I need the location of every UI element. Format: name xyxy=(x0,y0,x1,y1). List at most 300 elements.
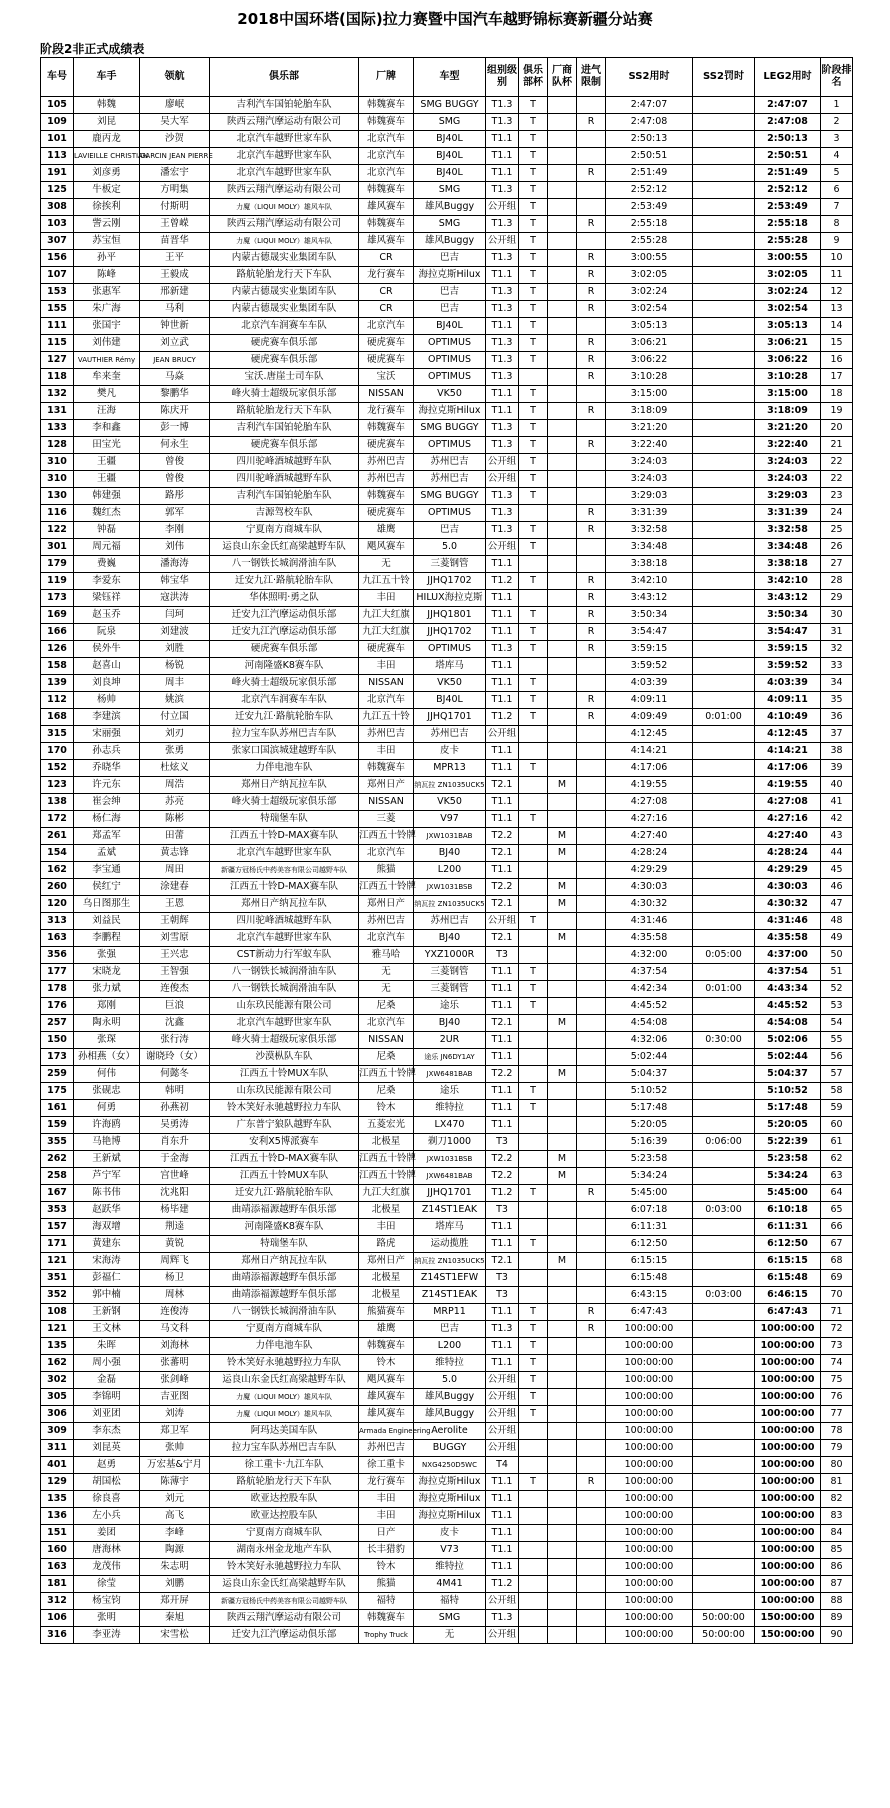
cell-driver: 龙茂伟 xyxy=(74,1559,140,1576)
cell-team-cup xyxy=(548,811,577,828)
cell-club: 特瑞堡车队 xyxy=(210,1236,359,1253)
cell-club-cup xyxy=(519,862,548,879)
cell-leg2-time: 6:10:18 xyxy=(755,1202,821,1219)
cell-club: 内蒙古德晟实业集团车队 xyxy=(210,250,359,267)
page-title: 2018中国环塔(国际)拉力赛暨中国汽车越野锦标赛新疆分站赛 xyxy=(237,10,653,28)
cell-ss2-time: 3:15:00 xyxy=(606,386,693,403)
cell-club: 郑州日产纳瓦拉车队 xyxy=(210,1253,359,1270)
cell-model: 纳瓦拉 ZN1035UCK5 xyxy=(414,777,486,794)
cell-make: 无 xyxy=(359,556,414,573)
cell-car-number: 131 xyxy=(41,403,74,420)
column-header: 阶段排名 xyxy=(821,58,853,97)
cell-team-cup xyxy=(548,624,577,641)
table-row xyxy=(41,1338,853,1355)
cell-leg2-time: 4:29:29 xyxy=(755,862,821,879)
cell-club-cup: T xyxy=(519,913,548,930)
cell-stage-rank: 45 xyxy=(821,862,853,879)
cell-ss2-penalty xyxy=(693,335,755,352)
cell-ss2-penalty xyxy=(693,114,755,131)
cell-club: 四川驼峰酒城越野车队 xyxy=(210,913,359,930)
cell-co-driver: 姚滨 xyxy=(140,692,210,709)
cell-car-number: 155 xyxy=(41,301,74,318)
table-row xyxy=(41,420,853,437)
cell-car-number: 138 xyxy=(41,794,74,811)
cell-intake-limit xyxy=(577,947,606,964)
cell-team-cup xyxy=(548,148,577,165)
cell-club: 硬虎赛车俱乐部 xyxy=(210,335,359,352)
cell-class: T1.3 xyxy=(486,522,519,539)
cell-club-cup xyxy=(519,1049,548,1066)
cell-co-driver: 杜炫义 xyxy=(140,760,210,777)
cell-leg2-time: 100:00:00 xyxy=(755,1355,821,1372)
cell-driver: 牟来奎 xyxy=(74,369,140,386)
cell-make: 无 xyxy=(359,981,414,998)
cell-make: 龙行赛车 xyxy=(359,1474,414,1491)
cell-model: L200 xyxy=(414,1338,486,1355)
cell-intake-limit: R xyxy=(577,505,606,522)
table-row xyxy=(41,165,853,182)
cell-club: 宁夏南方商城车队 xyxy=(210,1525,359,1542)
table-row xyxy=(41,1576,853,1593)
cell-make: 硬虎赛车 xyxy=(359,641,414,658)
cell-car-number: 150 xyxy=(41,1032,74,1049)
cell-ss2-time: 100:00:00 xyxy=(606,1542,693,1559)
cell-club: 欧亚达控股车队 xyxy=(210,1491,359,1508)
cell-co-driver: 沈鑫 xyxy=(140,1015,210,1032)
cell-co-driver: 刘海林 xyxy=(140,1338,210,1355)
cell-driver: 杨宝钧 xyxy=(74,1593,140,1610)
cell-leg2-time: 2:50:51 xyxy=(755,148,821,165)
cell-driver: 赵喜山 xyxy=(74,658,140,675)
cell-co-driver: 王智强 xyxy=(140,964,210,981)
cell-leg2-time: 3:00:55 xyxy=(755,250,821,267)
cell-ss2-time: 2:51:49 xyxy=(606,165,693,182)
cell-car-number: 168 xyxy=(41,709,74,726)
cell-club: 吉利汽车国铂轮胎车队 xyxy=(210,488,359,505)
cell-club: 陕西云翔汽摩运动有限公司 xyxy=(210,1610,359,1627)
cell-team-cup xyxy=(548,1423,577,1440)
cell-model: SMG xyxy=(414,216,486,233)
cell-ss2-time: 5:10:52 xyxy=(606,1083,693,1100)
cell-intake-limit xyxy=(577,1049,606,1066)
cell-model: 海拉克斯Hilux xyxy=(414,403,486,420)
cell-class: T1.1 xyxy=(486,1559,519,1576)
cell-stage-rank: 43 xyxy=(821,828,853,845)
cell-ss2-penalty xyxy=(693,607,755,624)
cell-co-driver: 刘立武 xyxy=(140,335,210,352)
cell-model: JJHQ1702 xyxy=(414,624,486,641)
cell-make: 五菱宏光 xyxy=(359,1117,414,1134)
cell-intake-limit: R xyxy=(577,573,606,590)
table-row xyxy=(41,1236,853,1253)
cell-team-cup xyxy=(548,1525,577,1542)
cell-intake-limit: R xyxy=(577,1304,606,1321)
cell-ss2-time: 4:29:29 xyxy=(606,862,693,879)
cell-co-driver: 王平 xyxy=(140,250,210,267)
cell-team-cup xyxy=(548,1372,577,1389)
cell-ss2-penalty xyxy=(693,437,755,454)
cell-club-cup: T xyxy=(519,420,548,437)
cell-ss2-time: 100:00:00 xyxy=(606,1372,693,1389)
cell-ss2-time: 3:21:20 xyxy=(606,420,693,437)
cell-leg2-time: 6:47:43 xyxy=(755,1304,821,1321)
cell-club: 陕西云翔汽摩运动有限公司 xyxy=(210,182,359,199)
cell-driver: 李东杰 xyxy=(74,1423,140,1440)
cell-intake-limit: R xyxy=(577,216,606,233)
cell-model: BJ40L xyxy=(414,692,486,709)
cell-club-cup: T xyxy=(519,199,548,216)
cell-ss2-penalty xyxy=(693,556,755,573)
results-table xyxy=(40,57,853,1644)
cell-class: 公开组 xyxy=(486,1406,519,1423)
cell-driver: 刘益民 xyxy=(74,913,140,930)
cell-team-cup xyxy=(548,471,577,488)
cell-make: 尼桑 xyxy=(359,1049,414,1066)
cell-ss2-penalty xyxy=(693,318,755,335)
cell-club: 运良山东金氏红高梁越野车队 xyxy=(210,1576,359,1593)
cell-ss2-penalty xyxy=(693,454,755,471)
cell-class: T2.1 xyxy=(486,777,519,794)
cell-ss2-penalty xyxy=(693,471,755,488)
cell-driver: 周元福 xyxy=(74,539,140,556)
cell-club-cup: T xyxy=(519,1083,548,1100)
table-row xyxy=(41,1474,853,1491)
cell-stage-rank: 54 xyxy=(821,1015,853,1032)
cell-co-driver: 付立国 xyxy=(140,709,210,726)
cell-stage-rank: 86 xyxy=(821,1559,853,1576)
cell-leg2-time: 100:00:00 xyxy=(755,1491,821,1508)
cell-driver: 侯红宁 xyxy=(74,879,140,896)
cell-stage-rank: 46 xyxy=(821,879,853,896)
cell-model: 海拉克斯Hilux xyxy=(414,1474,486,1491)
table-row xyxy=(41,556,853,573)
cell-co-driver: 宫世峰 xyxy=(140,1168,210,1185)
cell-car-number: 151 xyxy=(41,1525,74,1542)
cell-intake-limit xyxy=(577,845,606,862)
cell-stage-rank: 12 xyxy=(821,284,853,301)
cell-class: T1.1 xyxy=(486,1100,519,1117)
cell-ss2-time: 3:59:52 xyxy=(606,658,693,675)
cell-club: 铃木笑好永驰越野拉力车队 xyxy=(210,1559,359,1576)
cell-co-driver: GARCIN JEAN PIERRE xyxy=(140,148,210,165)
cell-team-cup: M xyxy=(548,896,577,913)
cell-leg2-time: 3:06:22 xyxy=(755,352,821,369)
cell-car-number: 313 xyxy=(41,913,74,930)
cell-car-number: 355 xyxy=(41,1134,74,1151)
cell-team-cup xyxy=(548,454,577,471)
cell-class: T1.3 xyxy=(486,488,519,505)
cell-car-number: 157 xyxy=(41,1219,74,1236)
cell-ss2-time: 3:32:58 xyxy=(606,522,693,539)
cell-co-driver: 邢新建 xyxy=(140,284,210,301)
cell-make: NISSAN xyxy=(359,675,414,692)
cell-team-cup xyxy=(548,335,577,352)
cell-co-driver: 郑卫军 xyxy=(140,1423,210,1440)
cell-class: T1.1 xyxy=(486,743,519,760)
cell-model: VK50 xyxy=(414,386,486,403)
cell-driver: 张琛 xyxy=(74,1032,140,1049)
cell-stage-rank: 10 xyxy=(821,250,853,267)
cell-club: 河南隆盛K8赛车队 xyxy=(210,658,359,675)
cell-class: 公开组 xyxy=(486,454,519,471)
cell-club: 四川驼峰酒城越野车队 xyxy=(210,454,359,471)
table-row xyxy=(41,1219,853,1236)
cell-driver: 郭中楠 xyxy=(74,1287,140,1304)
cell-intake-limit xyxy=(577,454,606,471)
cell-club: 北京汽车越野世家车队 xyxy=(210,1015,359,1032)
cell-co-driver: 刘涛 xyxy=(140,1406,210,1423)
cell-make: 路虎 xyxy=(359,1236,414,1253)
cell-club: 峰火骑士超级玩家俱乐部 xyxy=(210,386,359,403)
cell-club-cup xyxy=(519,590,548,607)
table-row xyxy=(41,1032,853,1049)
cell-team-cup xyxy=(548,1576,577,1593)
cell-club: 八一钢铁长城润滑油车队 xyxy=(210,1304,359,1321)
table-row xyxy=(41,879,853,896)
table-row xyxy=(41,607,853,624)
cell-leg2-time: 3:02:05 xyxy=(755,267,821,284)
cell-stage-rank: 6 xyxy=(821,182,853,199)
cell-class: T1.1 xyxy=(486,760,519,777)
cell-make: 北京汽车 xyxy=(359,131,414,148)
cell-club-cup: T xyxy=(519,165,548,182)
cell-make: 江西五十铃牌 xyxy=(359,828,414,845)
cell-team-cup xyxy=(548,913,577,930)
cell-driver: 刘昆 xyxy=(74,114,140,131)
cell-leg2-time: 100:00:00 xyxy=(755,1576,821,1593)
cell-stage-rank: 52 xyxy=(821,981,853,998)
cell-ss2-penalty xyxy=(693,760,755,777)
cell-model: BJ40L xyxy=(414,148,486,165)
cell-co-driver: 孙燕初 xyxy=(140,1100,210,1117)
cell-co-driver: 潘海涛 xyxy=(140,556,210,573)
cell-stage-rank: 40 xyxy=(821,777,853,794)
cell-intake-limit xyxy=(577,148,606,165)
cell-stage-rank: 34 xyxy=(821,675,853,692)
cell-stage-rank: 49 xyxy=(821,930,853,947)
cell-intake-limit xyxy=(577,556,606,573)
table-row xyxy=(41,573,853,590)
cell-club-cup xyxy=(519,743,548,760)
cell-team-cup xyxy=(548,1593,577,1610)
cell-stage-rank: 56 xyxy=(821,1049,853,1066)
cell-driver: 宋丽强 xyxy=(74,726,140,743)
cell-club: 沙漠枞队车队 xyxy=(210,1049,359,1066)
table-row xyxy=(41,522,853,539)
cell-team-cup xyxy=(548,1321,577,1338)
cell-ss2-time: 3:31:39 xyxy=(606,505,693,522)
cell-stage-rank: 63 xyxy=(821,1168,853,1185)
cell-intake-limit: R xyxy=(577,607,606,624)
cell-class: T1.3 xyxy=(486,437,519,454)
cell-club-cup xyxy=(519,1627,548,1644)
cell-co-driver: 周浩 xyxy=(140,777,210,794)
cell-model: 途乐 xyxy=(414,1083,486,1100)
cell-class: T1.3 xyxy=(486,114,519,131)
cell-co-driver: 吉亚图 xyxy=(140,1389,210,1406)
cell-model: 无 xyxy=(414,1627,486,1644)
cell-co-driver: 路彤 xyxy=(140,488,210,505)
table-row xyxy=(41,1372,853,1389)
cell-leg2-time: 5:34:24 xyxy=(755,1168,821,1185)
cell-class: T1.1 xyxy=(486,607,519,624)
cell-ss2-penalty xyxy=(693,233,755,250)
cell-club-cup: T xyxy=(519,267,548,284)
cell-club: 吉源驾校车队 xyxy=(210,505,359,522)
cell-team-cup xyxy=(548,998,577,1015)
cell-intake-limit: R xyxy=(577,301,606,318)
cell-club-cup xyxy=(519,1015,548,1032)
cell-team-cup xyxy=(548,743,577,760)
cell-driver: 左小兵 xyxy=(74,1508,140,1525)
cell-intake-limit xyxy=(577,1406,606,1423)
cell-team-cup xyxy=(548,1406,577,1423)
cell-leg2-time: 4:37:54 xyxy=(755,964,821,981)
cell-intake-limit: R xyxy=(577,335,606,352)
table-row xyxy=(41,1270,853,1287)
cell-leg2-time: 6:11:31 xyxy=(755,1219,821,1236)
cell-model: 雄风Buggy xyxy=(414,199,486,216)
cell-make: 江西五十铃牌 xyxy=(359,879,414,896)
cell-leg2-time: 4:30:03 xyxy=(755,879,821,896)
cell-club: 峰火骑士超级玩家俱乐部 xyxy=(210,675,359,692)
cell-class: T1.3 xyxy=(486,369,519,386)
cell-car-number: 170 xyxy=(41,743,74,760)
cell-intake-limit: R xyxy=(577,709,606,726)
cell-ss2-time: 6:15:48 xyxy=(606,1270,693,1287)
cell-co-driver: 郭军 xyxy=(140,505,210,522)
cell-club: 新疆方冠杨氏中药美容有限公司越野车队 xyxy=(210,1593,359,1610)
cell-driver: 张明 xyxy=(74,1610,140,1627)
cell-club: 华体照明·勇之队 xyxy=(210,590,359,607)
cell-leg2-time: 6:12:50 xyxy=(755,1236,821,1253)
cell-ss2-time: 6:15:15 xyxy=(606,1253,693,1270)
cell-car-number: 305 xyxy=(41,1389,74,1406)
cell-model: OPTIMUS xyxy=(414,352,486,369)
cell-driver: 乌日图那生 xyxy=(74,896,140,913)
cell-ss2-time: 100:00:00 xyxy=(606,1627,693,1644)
cell-leg2-time: 100:00:00 xyxy=(755,1423,821,1440)
cell-co-driver: 吴大军 xyxy=(140,114,210,131)
table-row xyxy=(41,148,853,165)
table-row xyxy=(41,624,853,641)
cell-class: T3 xyxy=(486,1134,519,1151)
cell-model: L200 xyxy=(414,862,486,879)
cell-make: 九江五十铃 xyxy=(359,709,414,726)
cell-ss2-time: 5:34:24 xyxy=(606,1168,693,1185)
cell-make: 江西五十铃牌 xyxy=(359,1151,414,1168)
cell-ss2-time: 3:06:21 xyxy=(606,335,693,352)
cell-club-cup: T xyxy=(519,760,548,777)
column-header: 厂牌 xyxy=(359,58,414,97)
cell-ss2-penalty xyxy=(693,420,755,437)
cell-ss2-penalty xyxy=(693,1015,755,1032)
cell-stage-rank: 30 xyxy=(821,607,853,624)
cell-intake-limit xyxy=(577,1542,606,1559)
cell-make: 江西五十铃牌 xyxy=(359,1066,414,1083)
cell-make: 硬虎赛车 xyxy=(359,335,414,352)
cell-ss2-penalty xyxy=(693,658,755,675)
cell-model: 巴吉 xyxy=(414,301,486,318)
cell-model: JJHQ1801 xyxy=(414,607,486,624)
cell-club-cup: T xyxy=(519,233,548,250)
cell-club: 拉力宝车队苏州巴吉车队 xyxy=(210,726,359,743)
cell-club: 曲靖添福源越野车俱乐部 xyxy=(210,1270,359,1287)
cell-make: 雄鹰 xyxy=(359,1321,414,1338)
cell-leg2-time: 3:24:03 xyxy=(755,454,821,471)
cell-ss2-penalty xyxy=(693,794,755,811)
cell-leg2-time: 4:28:24 xyxy=(755,845,821,862)
cell-class: T1.3 xyxy=(486,641,519,658)
cell-driver: 李爱东 xyxy=(74,573,140,590)
cell-class: T1.2 xyxy=(486,573,519,590)
cell-team-cup xyxy=(548,1440,577,1457)
cell-class: T3 xyxy=(486,947,519,964)
cell-intake-limit: R xyxy=(577,403,606,420)
cell-club-cup: T xyxy=(519,998,548,1015)
cell-make: 九江大红旗 xyxy=(359,1185,414,1202)
cell-team-cup xyxy=(548,675,577,692)
cell-intake-limit xyxy=(577,539,606,556)
cell-ss2-time: 4:54:08 xyxy=(606,1015,693,1032)
cell-club: 路航轮胎龙行天下车队 xyxy=(210,403,359,420)
cell-intake-limit: R xyxy=(577,250,606,267)
cell-club-cup xyxy=(519,1253,548,1270)
table-row xyxy=(41,488,853,505)
cell-club: 江西五十铃D-MAX赛车队 xyxy=(210,1151,359,1168)
table-row xyxy=(41,1457,853,1474)
cell-leg2-time: 100:00:00 xyxy=(755,1542,821,1559)
cell-club-cup: T xyxy=(519,675,548,692)
cell-stage-rank: 7 xyxy=(821,199,853,216)
cell-leg2-time: 3:15:00 xyxy=(755,386,821,403)
cell-club-cup: T xyxy=(519,641,548,658)
cell-co-driver: 付斯明 xyxy=(140,199,210,216)
cell-driver: 李亚涛 xyxy=(74,1627,140,1644)
cell-club: 硬虎赛车俱乐部 xyxy=(210,437,359,454)
cell-car-number: 166 xyxy=(41,624,74,641)
cell-club: 峰火骑士超级玩家俱乐部 xyxy=(210,794,359,811)
cell-ss2-time: 2:50:13 xyxy=(606,131,693,148)
table-row xyxy=(41,1610,853,1627)
cell-model: 海拉克斯Hilux xyxy=(414,1508,486,1525)
cell-stage-rank: 38 xyxy=(821,743,853,760)
cell-stage-rank: 70 xyxy=(821,1287,853,1304)
cell-make: 北京汽车 xyxy=(359,930,414,947)
cell-co-driver: 肖东升 xyxy=(140,1134,210,1151)
cell-intake-limit xyxy=(577,794,606,811)
cell-leg2-time: 100:00:00 xyxy=(755,1321,821,1338)
cell-class: 公开组 xyxy=(486,539,519,556)
cell-model: 三菱钢管 xyxy=(414,556,486,573)
cell-club-cup xyxy=(519,1457,548,1474)
cell-car-number: 316 xyxy=(41,1627,74,1644)
cell-intake-limit xyxy=(577,488,606,505)
cell-make: 飓风赛车 xyxy=(359,1372,414,1389)
cell-car-number: 132 xyxy=(41,386,74,403)
cell-stage-rank: 80 xyxy=(821,1457,853,1474)
cell-ss2-time: 4:37:54 xyxy=(606,964,693,981)
cell-model: BJ40L xyxy=(414,165,486,182)
cell-co-driver: JEAN BRUCY xyxy=(140,352,210,369)
cell-class: T1.1 xyxy=(486,403,519,420)
cell-leg2-time: 3:42:10 xyxy=(755,573,821,590)
cell-ss2-penalty xyxy=(693,199,755,216)
cell-model: 纳瓦拉 ZN1035UCK5 xyxy=(414,1253,486,1270)
cell-car-number: 116 xyxy=(41,505,74,522)
cell-team-cup xyxy=(548,369,577,386)
cell-ss2-penalty: 50:00:00 xyxy=(693,1610,755,1627)
